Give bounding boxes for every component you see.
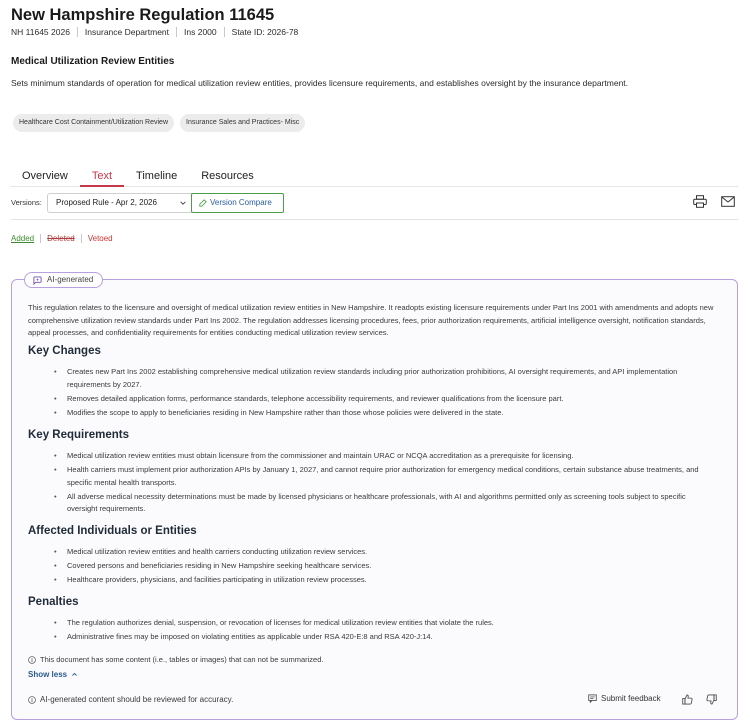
meta-divider xyxy=(77,27,78,37)
legend-divider xyxy=(81,234,82,243)
list-item: • Medical utilization review entities must obtain licensure from the commissioner and maintain URAC or NCQA accreditation as a prerequisite for licensing. xyxy=(50,450,718,463)
legend-divider xyxy=(40,234,41,243)
regulation-subtitle: Medical Utilization Review Entities xyxy=(11,56,175,67)
ai-generated-badge xyxy=(24,272,103,288)
key-requirements-list xyxy=(50,450,718,517)
list-item: • Healthcare providers, physicians, and facilities participating in utilization review processes. xyxy=(50,574,718,587)
ai-summary-text: This regulation relates to the licensure and oversight of medical utilization review entities in New Hampshire. It readopts existing licensure requirements under Part Ins 2001 with amendments and adopts new comprehensive utilization review standards under Part Ins 2002. The regulation addresses licensing procedures, fees, prior authorization requirements, artificial intelligence oversight, notification standards, appeal processes, and confidentiality requirements for entities conducting medical utilization review services. xyxy=(28,303,714,337)
legend-vetoed: Vetoed xyxy=(87,234,113,243)
section-title-penalties: Penalties xyxy=(28,596,79,608)
version-select-value: Proposed Rule - Apr 2, 2026 xyxy=(56,198,157,207)
version-compare-label: Version Compare xyxy=(210,198,272,207)
ai-sparkle-icon xyxy=(33,276,42,285)
meta-divider xyxy=(176,27,177,37)
tab-text[interactable]: Text xyxy=(80,166,124,186)
meta-bill-number: NH 11645 2026 xyxy=(11,27,70,37)
list-item: • Creates new Part Ins 2002 establishing comprehensive medical utilization review standards including prior authorization prohibitions, AI oversight requirements, and API implementation requirements by 2027. xyxy=(50,366,718,391)
submit-feedback-button[interactable] xyxy=(588,694,661,703)
accuracy-disclaimer xyxy=(28,695,233,704)
tab-bar xyxy=(10,166,738,187)
list-item: • Removes detailed application forms, performance standards, telephone accessibility requirements, and reviewer qualifications from the licensure part. xyxy=(50,393,718,406)
thumbs-down-icon[interactable] xyxy=(706,694,717,705)
topic-tag[interactable]: Healthcare Cost Containment/Utilization Review xyxy=(13,114,174,132)
legend-added: Added xyxy=(11,234,35,243)
list-item: • The regulation authorizes denial, suspension, or revocation of licenses for medical utilization review entities that violate the rules. xyxy=(50,617,718,630)
section-title-key-changes: Key Changes xyxy=(28,345,101,357)
tab-timeline[interactable]: Timeline xyxy=(136,170,178,182)
version-select[interactable] xyxy=(47,193,195,213)
chevron-down-icon xyxy=(179,199,187,207)
topic-tags xyxy=(13,114,305,132)
change-legend xyxy=(11,234,113,243)
list-item: • Administrative fines may be imposed on violating entities as applicable under RSA 420-E:8 and RSA 420-J:14. xyxy=(50,631,718,644)
page-title: New Hampshire Regulation 11645 xyxy=(11,6,275,24)
summary-limit-note xyxy=(28,655,323,664)
ai-badge-label: AI-generated xyxy=(47,275,94,284)
meta-divider xyxy=(224,27,225,37)
thumbs-up-icon[interactable] xyxy=(682,694,693,705)
info-icon xyxy=(28,656,36,664)
show-less-link[interactable] xyxy=(28,670,78,679)
list-item: • All adverse medical necessity determinations must be made by licensed physicians or healthcare professionals, with AI and algorithms permitted only as screening tools subject to specific oversight requirements. xyxy=(50,491,718,516)
info-icon xyxy=(28,696,36,704)
list-item: • Covered persons and beneficiaries residing in New Hampshire seeking healthcare services. xyxy=(50,560,718,573)
section-title-affected-entities: Affected Individuals or Entities xyxy=(28,525,197,537)
mail-icon[interactable] xyxy=(721,196,735,207)
meta-chapter: Ins 2000 xyxy=(184,27,217,37)
list-item: • Health carriers must implement prior authorization APIs by January 1, 2027, and cannot require prior authorization for emergency medical conditions, certain substance abuse treatments, and specific mental health transports. xyxy=(50,464,718,489)
topic-tag[interactable]: Insurance Sales and Practices- Misc xyxy=(180,114,305,132)
submit-feedback-label: Submit feedback xyxy=(601,694,661,703)
legend-deleted: Deleted xyxy=(47,234,75,243)
show-less-label: Show less xyxy=(28,670,68,679)
printer-icon[interactable] xyxy=(693,195,707,208)
versions-label: Versions: xyxy=(11,198,42,207)
affected-entities-list xyxy=(50,546,718,588)
summary-limit-text: This document has some content (i.e., tables or images) that can not be summarized. xyxy=(40,655,324,664)
meta-state-id: State ID: 2026-78 xyxy=(231,27,299,37)
penalties-list xyxy=(50,617,718,645)
tab-resources[interactable]: Resources xyxy=(201,170,254,182)
chevron-up-icon xyxy=(71,671,78,678)
accuracy-disclaimer-text: AI-generated content should be reviewed for accuracy. xyxy=(40,695,234,704)
feedback-icon xyxy=(588,694,597,703)
version-compare-button[interactable] xyxy=(191,193,284,213)
regulation-meta xyxy=(11,27,298,37)
versions-toolbar xyxy=(11,193,738,220)
list-item: • Modifies the scope to apply to beneficiaries residing in New Hampshire rather than those whose policies were delivered in the state. xyxy=(50,407,718,420)
meta-agency: Insurance Department xyxy=(84,27,170,37)
ai-summary-panel xyxy=(11,275,738,720)
list-item: • Medical utilization review entities and health carriers conducting utilization review services. xyxy=(50,546,718,559)
tab-overview[interactable]: Overview xyxy=(22,170,68,182)
key-changes-list xyxy=(50,366,718,421)
compare-icon xyxy=(199,199,207,207)
section-title-key-requirements: Key Requirements xyxy=(28,429,129,441)
regulation-description: Sets minimum standards of operation for medical utilization review entities, provides licensure requirements, and establishes oversight by the insurance department. xyxy=(11,78,629,88)
